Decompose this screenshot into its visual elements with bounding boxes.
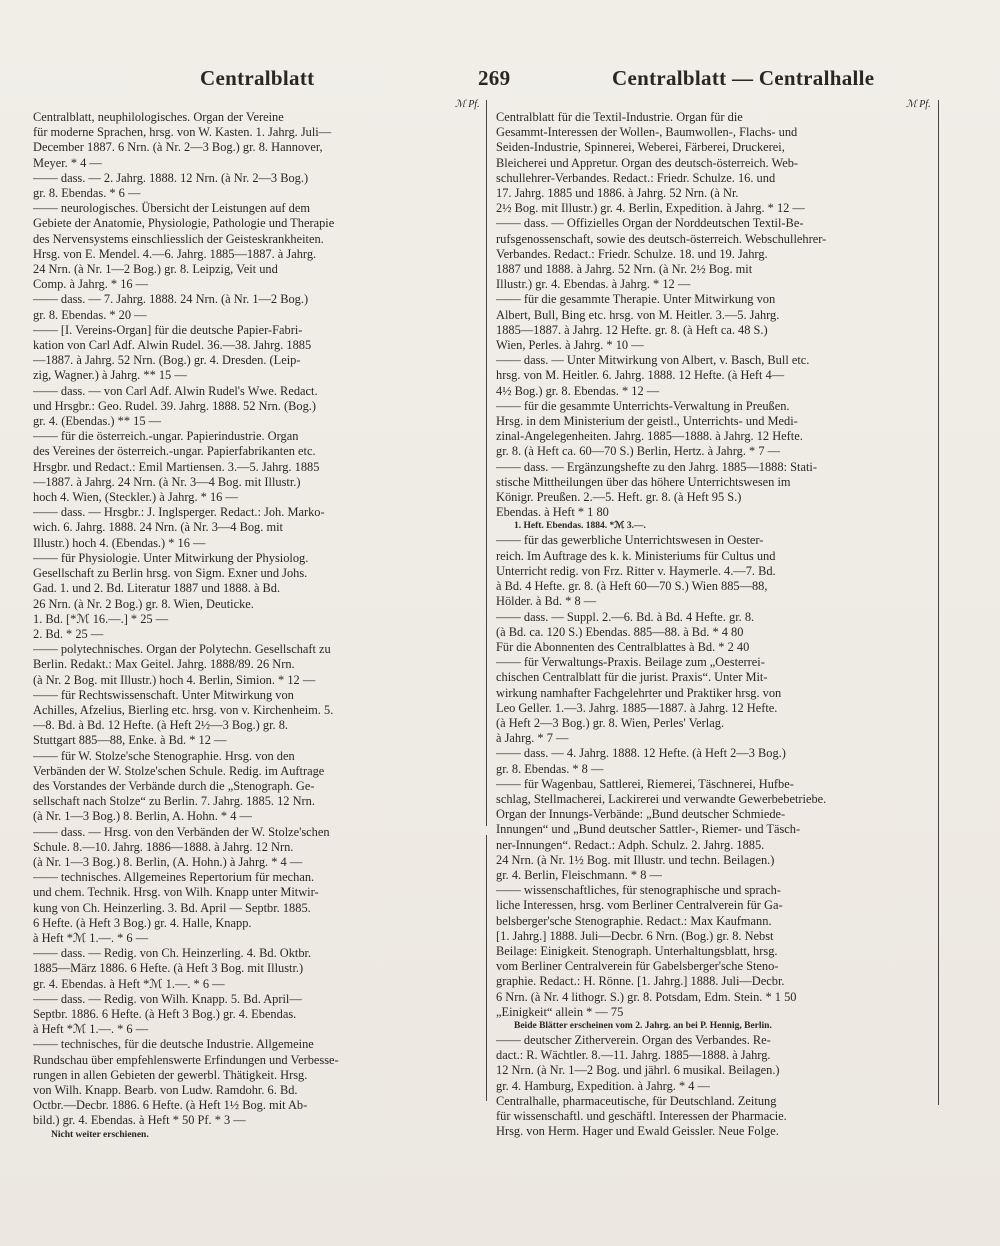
catalog-line: schlag, Stellmacherei, Lackirerei und verwandte Gewerbebetriebe.	[496, 791, 827, 806]
catalog-line: à Jahrg. * 7 —	[496, 731, 569, 746]
catalog-line: —— technisches, für die deutsche Industrie. Allgemeine	[33, 1037, 314, 1052]
catalog-line: Gebiete der Anatomie, Physiologie, Pathologie und Therapie	[33, 216, 335, 231]
catalog-line: gr. 8. Ebendas. * 6 —	[33, 186, 141, 201]
catalog-line: hrsg. von M. Heitler. 6. Jahrg. 1888. 12 Hefte. (à Heft 4—	[496, 368, 785, 383]
catalog-line: —1887. à Jahrg. 24 Nrn. (à Nr. 3—4 Bog. mit Illustr.)	[33, 474, 301, 489]
catalog-line: —— für das gewerbliche Unterrichtswesen in Oester-	[496, 533, 764, 548]
catalog-line: 1887 und 1888. à Jahrg. 52 Nrn. (à Nr. 2½ Bog. mit	[496, 262, 753, 277]
catalog-line: Leo Geller. 1.—3. Jahrg. 1885—1887. à Jahrg. 12 Hefte.	[496, 700, 778, 715]
catalog-line: Stuttgart 885—88, Enke. à Bd. * 12 —	[33, 733, 227, 748]
header-right-title: Centralblatt — Centralhalle	[612, 66, 875, 90]
catalog-line: gr. 4. (Ebendas.) ** 15 —	[33, 414, 162, 429]
catalog-line: Für die Abonnenten des Centralblattes à Bd. * 2 40	[496, 639, 750, 654]
catalog-line: Meyer. * 4 —	[33, 155, 102, 170]
catalog-line: Centralblatt für die Textil-Industrie. Organ für die	[496, 110, 743, 124]
catalog-line: 17. Jahrg. 1885 und 1886. à Jahrg. 52 Nrn. (à Nr.	[496, 186, 739, 201]
footnote: 1. Heft. Ebendas. 1884. *ℳ 3.—.	[514, 521, 646, 532]
catalog-line: hoch 4. Wien, (Steckler.) à Jahrg. * 16 —	[33, 490, 238, 505]
catalog-line: rufsgenossenschaft, sowie des deutsch-österreich. Webschullehrer-	[496, 231, 827, 246]
catalog-line: Hrsg. in dem Ministerium der geistl., Unterrichts- und Medi-	[496, 414, 798, 429]
catalog-line: dact.: R. Wächtler. 8.—11. Jahrg. 1885—1888. à Jahrg.	[496, 1048, 771, 1063]
catalog-line: für moderne Sprachen, hrsg. von W. Kasten. 1. Jahrg. Juli—	[33, 125, 332, 140]
catalog-line: und Hrsgbr.: Geo. Rudel. 39. Jahrg. 1888. 52 Nrn. (Bog.)	[33, 398, 317, 413]
catalog-line: des Vorstandes der Verbände durch die „Stenograph. Ge-	[33, 778, 315, 793]
catalog-line: —— für die gesammte Therapie. Unter Mitwirkung von	[496, 292, 776, 307]
catalog-line: Achilles, Afzelius, Bierling etc. hrsg. von v. Kirchenheim. 5.	[33, 702, 334, 717]
catalog-line: rungen in allen Gebieten der gewerbl. Thätigkeit. Hrsg.	[33, 1067, 308, 1082]
catalog-line: —— für W. Stolze'sche Stenographie. Hrsg. von den	[33, 748, 295, 763]
catalog-line: schullehrer-Verbandes. Redact.: Friedr. Schulze. 16. und	[496, 170, 776, 185]
catalog-line: Ebendas. à Heft * 1 80	[496, 505, 609, 520]
catalog-line: Unterricht redig. von Frz. Ritter v. Haymerle. 4.—7. Bd.	[496, 563, 776, 578]
catalog-line: —1887. à Jahrg. 52 Nrn. (Bog.) gr. 4. Dresden. (Leip-	[33, 353, 301, 368]
catalog-line: [1. Jahrg.] 1888. Juli—Decbr. 6 Nrn. (Bog.) gr. 8. Nebst	[496, 928, 774, 943]
catalog-line: 1. Bd. [*ℳ 16.—.] * 25 —	[33, 611, 169, 626]
catalog-line: —— dass. — Hrsgbr.: J. Inglsperger. Redact.: Joh. Marko-	[33, 505, 325, 520]
catalog-line: 4½ Bog.) gr. 8. Ebendas. * 12 —	[496, 383, 660, 398]
catalog-line: belsberger'sche Stenographie. Redact.: Max Kaufmann.	[496, 913, 772, 928]
footnote: Nicht weiter erschienen.	[51, 1129, 149, 1140]
catalog-line: —— dass. — Ergänzungshefte zu den Jahrg. 1885—1888: Stati-	[496, 459, 817, 474]
catalog-line: Gesellschaft zu Berlin hrsg. von Sigm. Exner und Johs.	[33, 566, 308, 581]
catalog-line: Wien, Perles. à Jahrg. * 10 —	[496, 338, 644, 353]
catalog-line: 12 Nrn. (à Nr. 1—2 Bog. und jährl. 6 musikal. Beilagen.)	[496, 1063, 780, 1078]
catalog-line: Illustr.) hoch 4. (Ebendas.) * 16 —	[33, 535, 206, 550]
catalog-line: Bleicherei und Appretur. Organ des deutsch-österreich. Web-	[496, 155, 799, 170]
catalog-line: kung von Ch. Heinzerling. 3. Bd. April — Septbr. 1885.	[33, 900, 311, 915]
catalog-line: Centralblatt, neuphilologisches. Organ der Vereine	[33, 110, 284, 124]
catalog-line: Verbänden der W. Stolze'schen Schule. Redig. im Auftrage	[33, 763, 325, 778]
catalog-line: zig, Wagner.) à Jahrg. ** 15 —	[33, 368, 187, 383]
catalog-line: Albert, Bull, Bing etc. hrsg. von M. Heitler. 3.—5. Jahrg.	[496, 307, 780, 322]
catalog-line: von Wilh. Knapp. Bearb. von Ludw. Ramdohr. 6. Bd.	[33, 1083, 298, 1097]
catalog-line: liche Interessen, hrsg. vom Berliner Centralverein für Ga-	[496, 898, 783, 913]
catalog-line: gr. 4. Berlin, Fleischmann. * 8 —	[496, 867, 662, 882]
catalog-line: à Heft *ℳ 1.—. * 6 —	[33, 930, 149, 945]
catalog-line: Berlin. Redakt.: Max Geitel. Jahrg. 1888/89. 26 Nrn.	[33, 657, 295, 672]
catalog-line: bild.) gr. 4. Ebendas. à Heft * 50 Pf. * 3 —	[33, 1113, 246, 1128]
catalog-line: Hrsgbr. und Redact.: Emil Martiensen. 3.—5. Jahrg. 1885	[33, 459, 320, 474]
catalog-line: (à Heft 2—3 Bog.) gr. 8. Wien, Perles' Verlag.	[496, 715, 725, 730]
catalog-line: —— für die gesammte Unterrichts-Verwaltung in Preußen.	[496, 398, 790, 413]
catalog-line: 26 Nrn. (à Nr. 2 Bog.) gr. 8. Wien, Deuticke.	[33, 596, 254, 611]
catalog-line: 24 Nrn. (à Nr. 1—2 Bog.) gr. 8. Leipzig, Veit und	[33, 262, 278, 277]
catalog-line: reich. Im Auftrage des k. k. Ministeriums für Cultus und	[496, 548, 776, 563]
catalog-line: —— dass. — Redig. von Ch. Heinzerling. 4. Bd. Oktbr.	[33, 946, 312, 961]
catalog-line: Schule. 8.—10. Jahrg. 1886—1888. à Jahrg. 12 Nrn.	[33, 839, 294, 854]
catalog-line: 24 Nrn. (à Nr. 1½ Bog. mit Illustr. und techn. Beilagen.)	[496, 852, 775, 867]
catalog-line: vom Berliner Centralverein für Gabelsberger'sche Steno-	[496, 959, 779, 974]
catalog-line: —— dass. — 2. Jahrg. 1888. 12 Nrn. (à Nr. 2—3 Bog.)	[33, 170, 309, 185]
catalog-line: kation von Carl Adf. Alwin Rudel. 36.—38. Jahrg. 1885	[33, 338, 312, 353]
catalog-line: und chem. Technik. Hrsg. von Wilh. Knapp unter Mitwir-	[33, 885, 319, 900]
catalog-line: —— deutscher Zitherverein. Organ des Verbandes. Re-	[496, 1032, 771, 1047]
page-number: 269	[478, 66, 511, 90]
price-column-header-right: ℳ Pf.	[906, 99, 931, 110]
catalog-line: —— wissenschaftliches, für stenographische und sprach-	[496, 883, 781, 898]
catalog-line: —— [I. Vereins-Organ] für die deutsche Papier-Fabri-	[33, 322, 303, 337]
catalog-line: 6 Hefte. (à Heft 3 Bog.) gr. 4. Halle, Knapp.	[33, 915, 252, 930]
catalog-line: Gesammt-Interessen der Wollen-, Baumwollen-, Flachs- und	[496, 125, 798, 140]
left-column	[33, 110, 483, 1142]
catalog-line: —— dass. — Unter Mitwirkung von Albert, v. Basch, Bull etc.	[496, 353, 810, 368]
catalog-line: Beilage: Einigkeit. Stenograph. Unterhaltungsblatt, hrsg.	[496, 943, 778, 958]
catalog-line: Verbandes. Redact.: Friedr. Schulze. 18. und 19. Jahrg.	[496, 246, 768, 261]
catalog-line: —— polytechnisches. Organ der Polytechn. Gesellschaft zu	[33, 642, 331, 657]
column-divider	[486, 100, 487, 826]
header-left-title: Centralblatt	[200, 66, 315, 90]
catalog-line: —— dass. — Offizielles Organ der Norddeutschen Textil-Be-	[496, 216, 804, 231]
catalog-line: —— dass. — von Carl Adf. Alwin Rudel's Wwe. Redact.	[33, 383, 318, 398]
catalog-line: —— für Rechtswissenschaft. Unter Mitwirkung von	[33, 687, 294, 702]
catalog-line: (à Nr. 2 Bog. mit Illustr.) hoch 4. Berlin, Simion. * 12 —	[33, 672, 316, 687]
catalog-line: 1885—März 1886. 6 Hefte. (à Heft 3 Bog. mit Illustr.)	[33, 961, 304, 976]
catalog-line: —— für Physiologie. Unter Mitwirkung der Physiolog.	[33, 550, 309, 565]
catalog-line: Hrsg. von E. Mendel. 4.—6. Jahrg. 1885—1887. à Jahrg.	[33, 246, 317, 261]
catalog-line: des Nervensystems einschliesslich der Geisteskrankheiten.	[33, 231, 324, 246]
catalog-line: 1885—1887. à Jahrg. 12 Hefte. gr. 8. (à Heft ca. 48 S.)	[496, 322, 768, 337]
catalog-line: —— für Verwaltungs-Praxis. Beilage zum „Oesterrei-	[496, 655, 765, 670]
catalog-line: Hrsg. von Herm. Hager und Ewald Geissler. Neue Folge.	[496, 1124, 779, 1139]
catalog-line: Gad. 1. und 2. Bd. Literatur 1887 und 1888. à Bd.	[33, 581, 281, 596]
catalog-line: —8. Bd. à Bd. 12 Hefte. (à Heft 2½—3 Bog.) gr. 8.	[33, 718, 288, 733]
catalog-line: à Bd. 4 Hefte. gr. 8. (à Heft 60—70 S.) Wien 885—88,	[496, 579, 768, 594]
footnote: Beide Blätter erscheinen vom 2. Jahrg. an bei P. Hennig, Berlin.	[514, 1020, 772, 1031]
catalog-line: des Vereines der österreich.-ungar. Papierfabrikanten etc.	[33, 444, 316, 459]
catalog-line: ner-Innungen“. Redact.: Adph. Schulz. 2. Jahrg. 1885.	[496, 837, 765, 852]
catalog-line: stische Mittheilungen über das höhere Unterrichtswesen im	[496, 474, 791, 489]
catalog-line: (à Nr. 1—3 Bog.) 8. Berlin, A. Hohn. * 4 —	[33, 809, 252, 824]
catalog-line: Seiden-Industrie, Spinnerei, Weberei, Färberei, Druckerei,	[496, 140, 785, 155]
catalog-line: gr. 4. Ebendas. à Heft *ℳ 1.—. * 6 —	[33, 976, 225, 991]
catalog-line: Königr. Preußen. 2.—5. Heft. gr. 8. (à Heft 95 S.)	[496, 490, 742, 505]
catalog-line: wich. 6. Jahrg. 1888. 24 Nrn. (à Nr. 3—4 Bog. mit	[33, 520, 283, 535]
catalog-line: Centralhalle, pharmaceutische, für Deutschland. Zeitung	[496, 1093, 777, 1108]
catalog-line: zinal-Angelegenheiten. Jahrg. 1885—1888. à Jahrg. 12 Hefte.	[496, 429, 803, 444]
catalog-line: December 1887. 6 Nrn. (à Nr. 2—3 Bog.) gr. 8. Hannover,	[33, 140, 323, 155]
price-column-header-left: ℳ Pf.	[455, 99, 480, 110]
catalog-line: —— dass. — Suppl. 2.—6. Bd. à Bd. 4 Hefte. gr. 8.	[496, 609, 755, 624]
catalog-line: —— dass. — 7. Jahrg. 1888. 24 Nrn. (à Nr. 1—2 Bog.)	[33, 292, 309, 307]
catalog-line: Organ der Innungs-Verbände: „Bund deutscher Schmiede-	[496, 807, 786, 822]
catalog-line: „Einigkeit“ allein * — 75	[496, 1004, 624, 1019]
catalog-line: (à Bd. ca. 120 S.) Ebendas. 885—88. à Bd. * 4 80	[496, 624, 744, 639]
catalog-line: Rundschau über empfehlenswerte Erfindungen und Verbesse-	[33, 1052, 339, 1067]
catalog-line: —— für die österreich.-ungar. Papierindustrie. Organ	[33, 429, 299, 444]
catalog-line: für wissenschaftl. und geschäftl. Interessen der Pharmacie.	[496, 1109, 787, 1123]
catalog-line: —— dass. — 4. Jahrg. 1888. 12 Hefte. (à Heft 2—3 Bog.)	[496, 746, 786, 761]
catalog-line: 2½ Bog. mit Illustr.) gr. 4. Berlin, Expedition. à Jahrg. * 12 —	[496, 201, 805, 216]
catalog-line: gr. 4. Hamburg, Expedition. à Jahrg. * 4 —	[496, 1078, 710, 1093]
right-column	[496, 110, 944, 1139]
catalog-line: Innungen“ und „Bund deutscher Sattler-, Riemer- und Täsch-	[496, 822, 801, 837]
catalog-line: gr. 8. Ebendas. * 8 —	[496, 761, 604, 776]
catalog-line: chischen Centralblatt für die jurist. Praxis“. Unter Mit-	[496, 670, 768, 685]
catalog-line: gr. 8. (à Heft ca. 60—70 S.) Berlin, Hertz. à Jahrg. * 7 —	[496, 444, 780, 459]
catalog-line: (à Nr. 1—3 Bog.) 8. Berlin, (A. Hohn.) à Jahrg. * 4 —	[33, 854, 303, 869]
catalog-line: Hölder. à Bd. * 8 —	[496, 594, 597, 609]
catalog-line: 6 Nrn. (à Nr. 4 lithogr. S.) gr. 8. Potsdam, Edm. Stein. * 1 50	[496, 989, 797, 1004]
catalog-line: Comp. à Jahrg. * 16 —	[33, 277, 149, 292]
catalog-line: graphie. Redact.: H. Rönne. [1. Jahrg.] 1888. Juli—Decbr.	[496, 974, 785, 989]
catalog-line: —— für Wagenbau, Sattlerei, Riemerei, Täschnerei, Hufbe-	[496, 776, 794, 791]
catalog-line: —— neurologisches. Übersicht der Leistungen auf dem	[33, 201, 310, 216]
catalog-line: —— technisches. Allgemeines Repertorium für mechan.	[33, 870, 315, 885]
catalog-line: Illustr.) gr. 4. Ebendas. à Jahrg. * 12 —	[496, 277, 691, 292]
catalog-line: —— dass. — Hrsg. von den Verbänden der W. Stolze'schen	[33, 824, 330, 839]
catalog-line: sellschaft nach Stolze“ zu Berlin. 7. Jahrg. 1885. 12 Nrn.	[33, 794, 315, 809]
catalog-line: —— dass. — Redig. von Wilh. Knapp. 5. Bd. April—	[33, 991, 302, 1006]
catalog-line: Septbr. 1886. 6 Hefte. (à Heft 3 Bog.) gr. 4. Ebendas.	[33, 1006, 297, 1021]
catalog-line: gr. 8. Ebendas. * 20 —	[33, 307, 147, 322]
catalog-line: Octbr.—Decbr. 1886. 6 Hefte. (à Heft 1½ Bog. mit Ab-	[33, 1098, 308, 1113]
catalog-line: wirkung namhafter Fachgelehrter und Praktiker hrsg. von	[496, 685, 782, 700]
column-divider-lower	[486, 835, 487, 1101]
catalog-line: à Heft *ℳ 1.—. * 6 —	[33, 1022, 149, 1037]
catalog-line: 2. Bd. * 25 —	[33, 626, 104, 641]
